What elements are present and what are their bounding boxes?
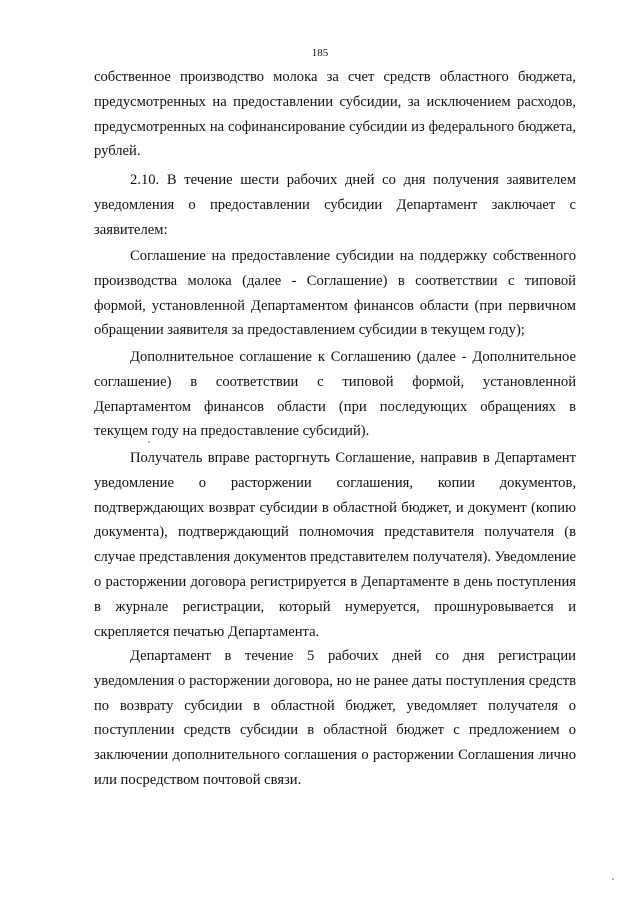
paragraph-2-10 [94,168,576,242]
paragraph-text: собственное производство молока за счет средств областного бюджета, предусмотренных на предоставлении субсидии, за исключением расходов, предусмотренных на софинансирование субсидии из федерального бюджета, рублей. [94,69,576,160]
paragraph-text: Получатель вправе расторгнуть Соглашение, направив в Департамент уведомление о расторжении соглашения, копии документов, подтверждающих возврат субсидии в областной бюджет, и документ (копию документа), подтверждающий полномочия представителя получателя (в случае представления документов представителем получателя). Уведомление о расторжении договора регистрируется в Департаменте в день поступления в журнале регистрации, который нумеруется, прошнуровывается и скрепляется печатью Департамента. [94,450,576,640]
paragraph-text: 2.10. В течение шести рабочих дней со дня получения заявителем уведомления о предоставлении субсидии Департамент заключает с заявителем: [94,172,576,238]
paragraph-continuation [94,65,576,164]
paragraph-termination-right [94,446,576,644]
scan-speck [148,441,150,443]
paragraph-text: Дополнительное соглашение к Соглашению (далее - Дополнительное соглашение) в соответствии с типовой формой, установленной Департаментом финансов области (при последующих обращениях в текущем году на предоставление субсидий). [94,349,576,440]
paragraph-text: Департамент в течение 5 рабочих дней со дня регистрации уведомления о расторжении договора, но не ранее даты поступления средств по возврату субсидии в областной бюджет, уведомляет получателя о поступлении средств субсидии в областной бюджет с предложением о заключении дополнительного соглашения о расторжении Соглашения лично или посредством почтовой связи. [94,648,576,788]
paragraph-text: Соглашение на предоставление субсидии на поддержку собственного производства молока (далее - Соглашение) в соответствии с типовой формой, установленной Департаментом финансов области (при первичном обращении заявителя за предоставлением субсидии в текущем году); [94,248,576,339]
paragraph-agreement [94,244,576,343]
paragraph-additional-agreement [94,345,576,444]
scan-speck [612,878,614,880]
page-number: 185 [311,47,329,59]
paragraph-department-notice [94,644,576,793]
